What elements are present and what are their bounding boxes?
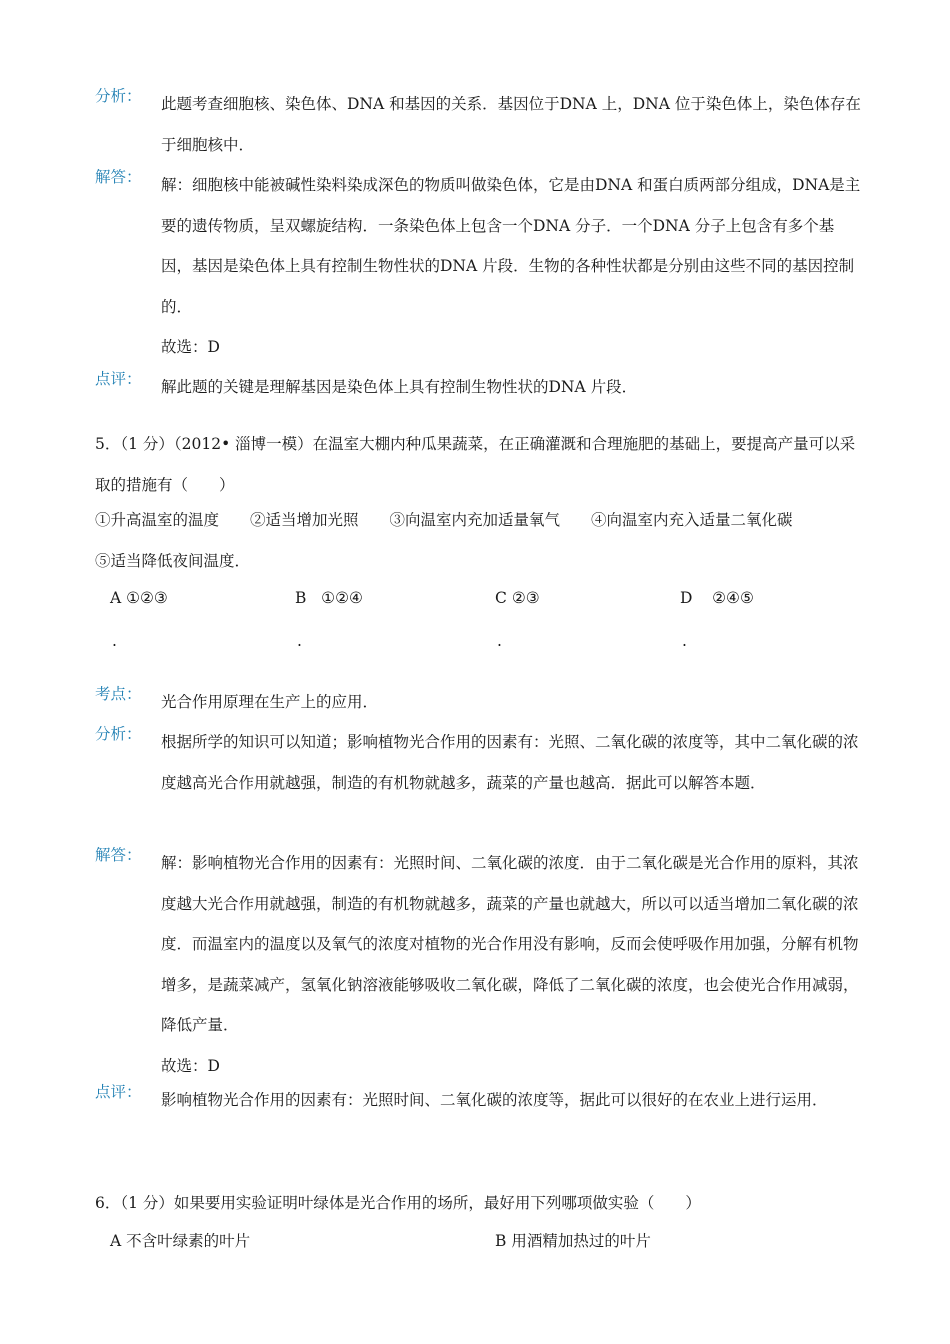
answer-choice: 故选：D xyxy=(161,338,220,356)
option-a[interactable] xyxy=(110,1229,250,1251)
option-d[interactable] xyxy=(680,589,754,607)
analysis-label: 分析： xyxy=(95,87,142,105)
q4-analysis xyxy=(95,84,865,165)
option-letter: B xyxy=(295,589,307,607)
option-c[interactable] xyxy=(495,589,540,607)
option-letter: A xyxy=(110,589,122,607)
option-letter: A xyxy=(110,1232,122,1250)
option-text: 不含叶绿素的叶片 xyxy=(126,1232,251,1250)
option-b-dot: . xyxy=(297,632,302,650)
option-b[interactable] xyxy=(295,589,363,607)
q5-comment xyxy=(95,1080,865,1121)
option-text: 用酒精加热过的叶片 xyxy=(511,1232,651,1250)
point-text: 光合作用原理在生产上的应用． xyxy=(161,693,379,711)
comment-text: 解此题的关键是理解基因是染色体上具有控制生物性状的DNA 片段． xyxy=(161,378,638,396)
option-b[interactable] xyxy=(495,1229,651,1251)
question-stem: 6．（1 分）如果要用实验证明叶绿体是光合作用的场所，最好用下列哪项做实验（ ） xyxy=(95,1194,701,1212)
answer-label: 解答： xyxy=(95,168,142,186)
q5-point xyxy=(95,682,865,723)
comment-label: 点评： xyxy=(95,1083,142,1101)
q4-comment xyxy=(95,367,865,408)
option-c-dot: . xyxy=(497,632,502,650)
option-letter: B xyxy=(495,1232,507,1250)
option-text: ②④⑤ xyxy=(712,589,754,607)
option-d-dot: . xyxy=(682,632,687,650)
option-text: ①②④ xyxy=(321,589,363,607)
analysis-text: 根据所学的知识可以知道；影响植物光合作用的因素有：光照、二氧化碳的浓度等，其中二氧化碳的浓度越高光合作用就越强，制造的有机物就越多，蔬菜的产量也越高．据此可以解答本题． xyxy=(161,733,859,792)
option-letter: C xyxy=(495,589,507,607)
option-a[interactable] xyxy=(110,589,168,607)
answer-text: 解：影响植物光合作用的因素有：光照时间、二氧化碳的浓度．由于二氧化碳是光合作用的原料，其浓度越大光合作用就越强，制造的有机物就越多，蔬菜的产量也就越大，所以可以适当增加二氧化碳的浓度．而温室内的温度以及氧气的浓度对植物的光合作用没有影响，反而会使呼吸作用加强，分解有机物增多，是蔬菜减产，氢氧化钠溶液能够吸收二氧化碳，降低了二氧化碳的浓度，也会使光合作用减弱，降低产量． xyxy=(161,854,859,1034)
q4-answer xyxy=(95,165,865,368)
question-stem: 5．（1 分）（2012• 淄博一模）在温室大棚内种瓜果蔬菜，在正确灌溉和合理施肥的基础上，要提高产量可以采取的措施有（ ） xyxy=(95,435,856,494)
answer-text: 解：细胞核中能被碱性染料染成深色的物质叫做染色体，它是由DNA 和蛋白质两部分组成，DNA是主要的遗传物质，呈双螺旋结构．一条染色体上包含一个DNA 分子．一个DNA 分子上包含有多个基因，基因是染色体上具有控制生物性状的DNA 片段．生物的各种性状都是分别由这些不同的基因控制的． xyxy=(161,176,861,316)
answer-label: 解答： xyxy=(95,846,142,864)
comment-text: 影响植物光合作用的因素有：光照时间、二氧化碳的浓度等，据此可以很好的在农业上进行运用． xyxy=(161,1091,828,1109)
analysis-text: 此题考查细胞核、染色体、DNA 和基因的关系．基因位于DNA 上，DNA 位于染色体上，染色体存在于细胞核中． xyxy=(161,95,861,154)
option-text: ②③ xyxy=(511,589,540,607)
q5-items xyxy=(95,500,865,581)
analysis-label: 分析： xyxy=(95,725,142,743)
q5-analysis xyxy=(95,722,865,803)
option-a-dot: . xyxy=(112,632,117,650)
q5-answer xyxy=(95,843,865,1086)
statement-list-line-2: ⑤适当降低夜间温度． xyxy=(95,551,251,570)
option-text: ①②③ xyxy=(126,589,168,607)
answer-choice: 故选：D xyxy=(161,1056,220,1075)
point-label: 考点： xyxy=(95,685,142,703)
q6-stem xyxy=(95,1183,865,1224)
q5-stem xyxy=(95,424,865,505)
comment-label: 点评： xyxy=(95,370,142,388)
option-letter: D xyxy=(680,589,693,607)
statement-list-line-1: ①升高温室的温度 ②适当增加光照 ③向温室内充加适量氧气 ④向温室内充入适量二氧化碳 xyxy=(95,511,793,529)
